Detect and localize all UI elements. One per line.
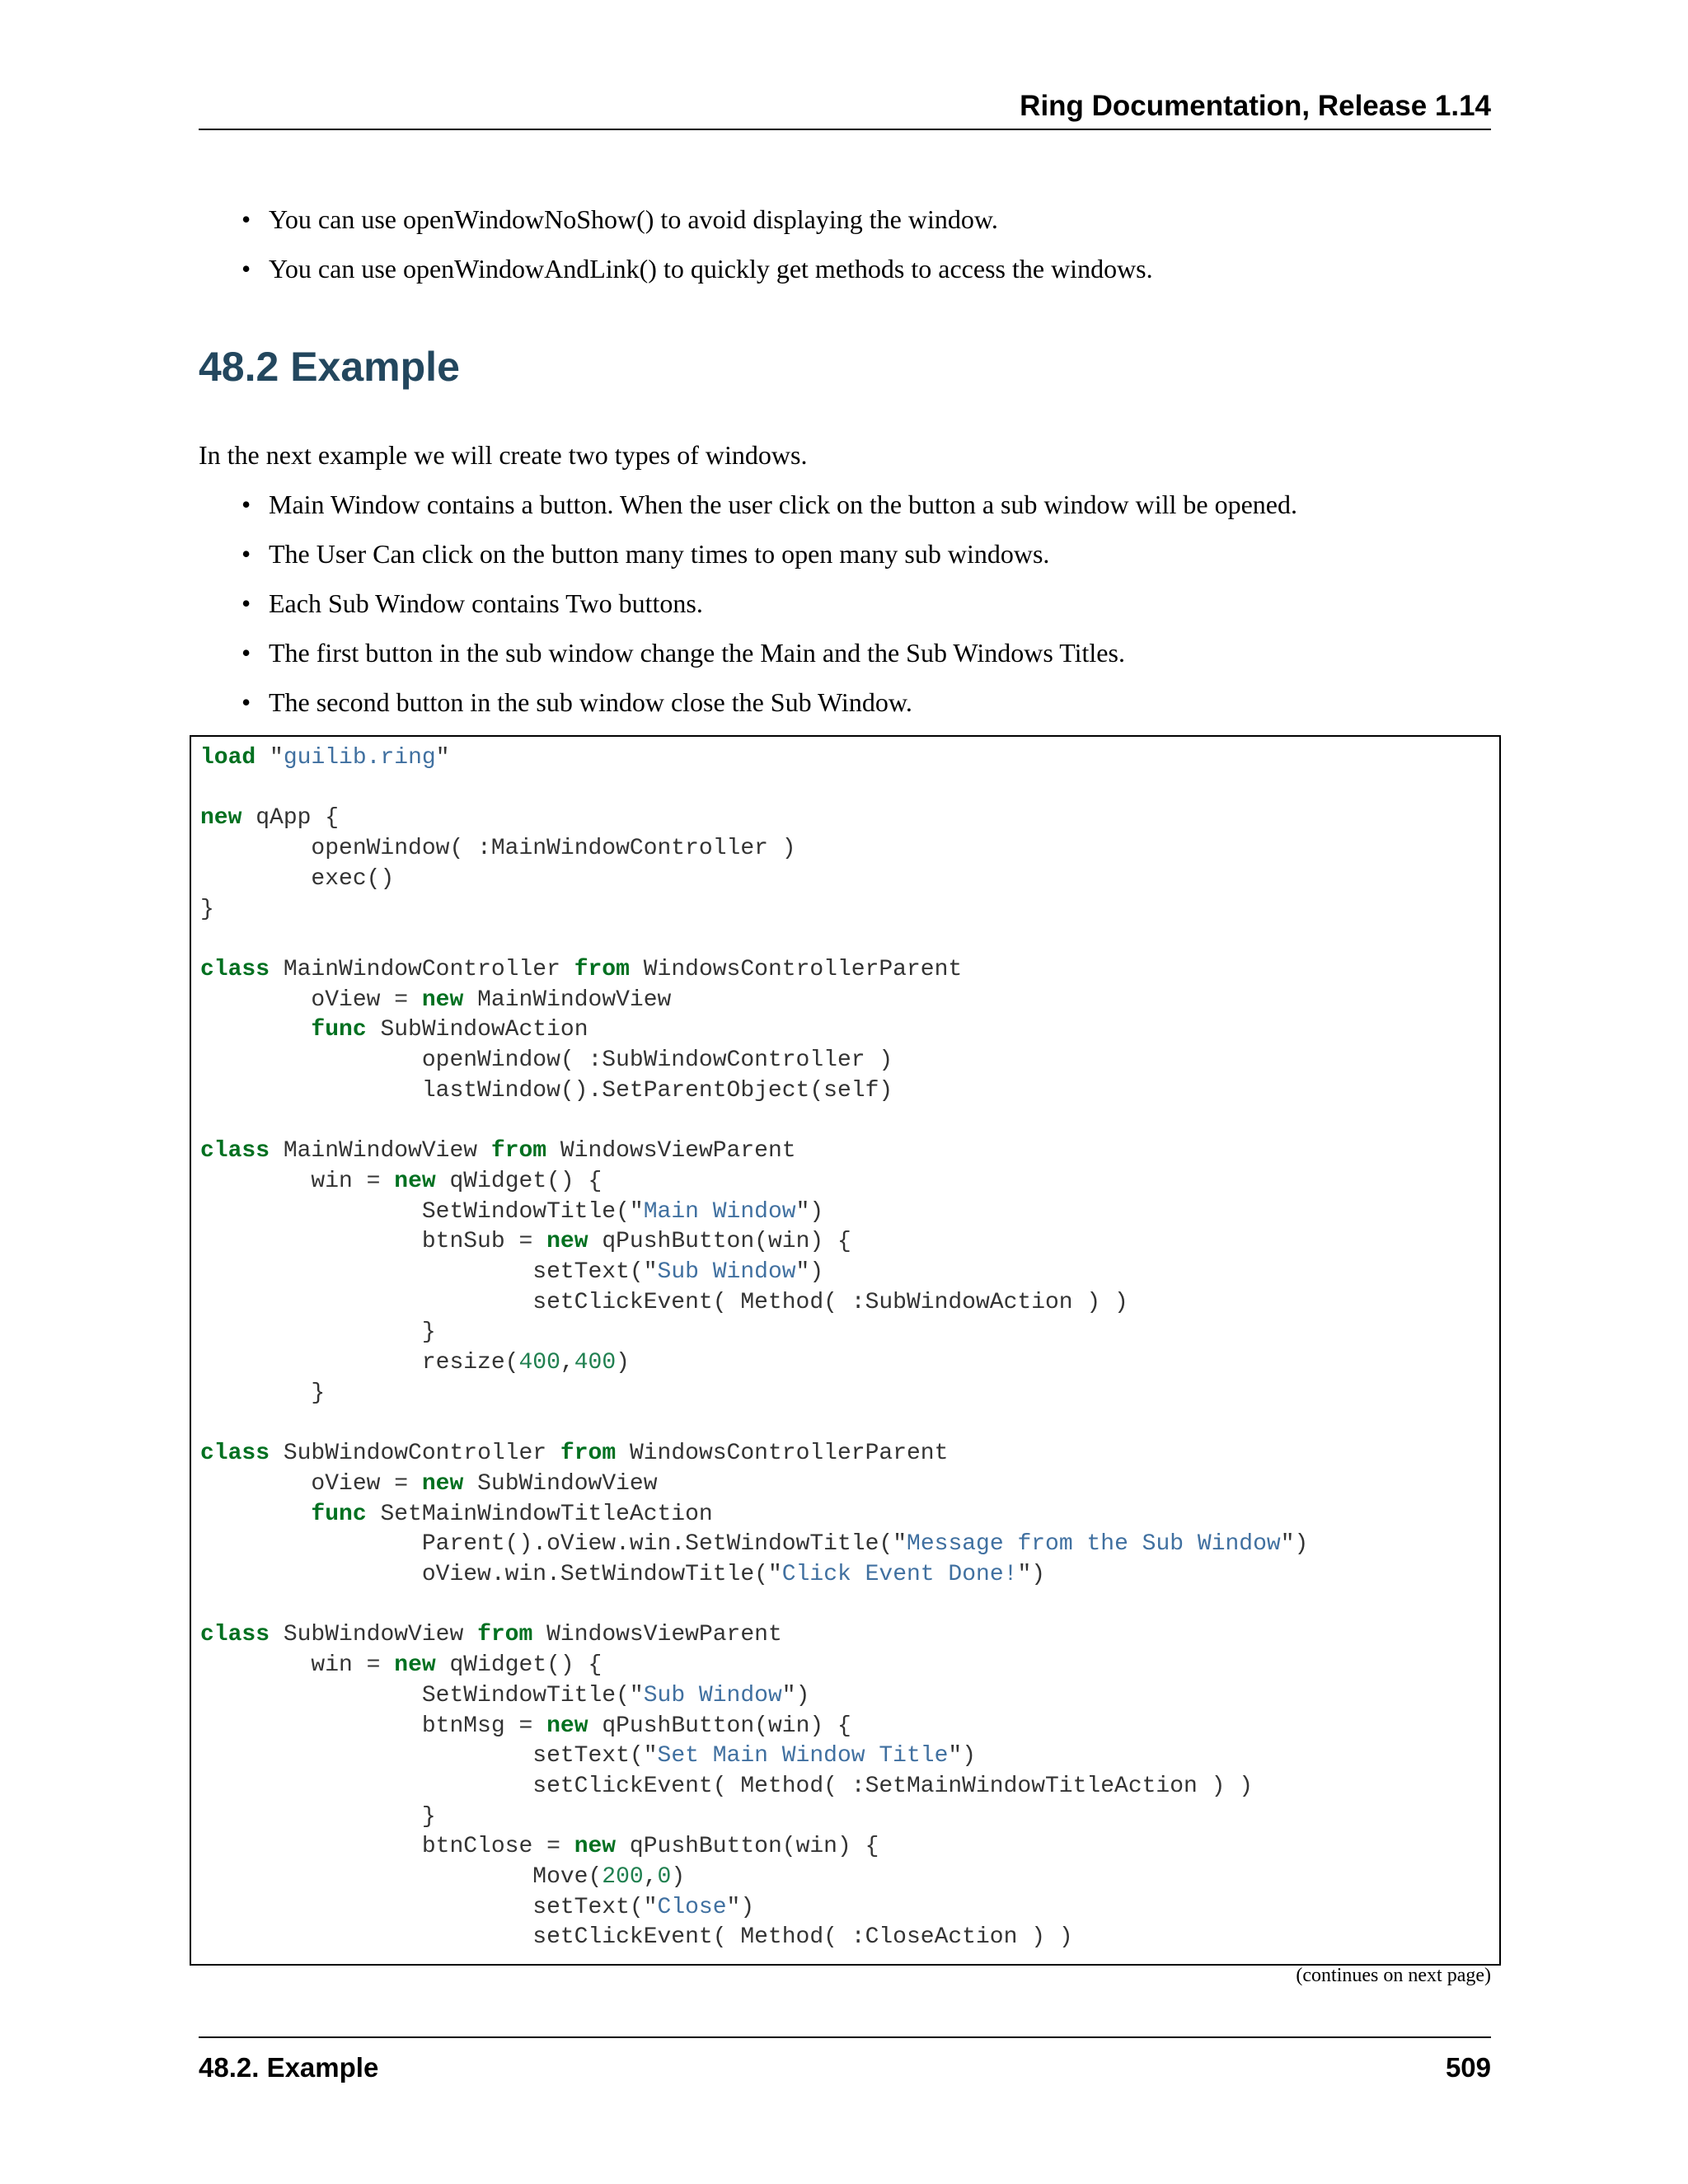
code-line [200, 1408, 1499, 1439]
code-line [200, 1106, 1499, 1137]
code-line: win = new qWidget() { [311, 1652, 603, 1679]
document-title: Ring Documentation, Release 1.14 [1020, 90, 1491, 122]
section-heading: 48.2 Example [199, 344, 460, 390]
code-line: } [200, 1803, 436, 1830]
code-line: func SetMainWindowTitleAction [311, 1501, 713, 1527]
code-line: oView = new MainWindowView [311, 987, 672, 1013]
code-line: resize(400,400) [421, 1350, 630, 1376]
code-line: setClickEvent( Method( :SubWindowAction ) ) [532, 1289, 1128, 1315]
list-item: • Each Sub Window contains Two buttons. [199, 579, 1501, 628]
code-line: Move(200,0) [532, 1864, 686, 1891]
list-item: • The second button in the sub window close the Sub Window. [199, 677, 1501, 727]
code-listing [191, 737, 1499, 1953]
code-line: } [200, 1380, 326, 1406]
list-item: • The first button in the sub window change the Main and the Sub Windows Titles. [199, 628, 1501, 677]
code-line: oView.win.SetWindowTitle("Click Event Done!") [421, 1561, 1046, 1587]
code-line: lastWindow().SetParentObject(self) [421, 1077, 893, 1104]
code-line: new qApp { [200, 805, 340, 832]
code-line: Parent().oView.win.SetWindowTitle("Message from the Sub Window") [421, 1531, 1309, 1558]
bullet-list-example-details [199, 480, 1501, 727]
continues-note: (continues on next page) [1296, 1965, 1491, 1986]
list-item: • You can use openWindowNoShow() to avoid displaying the window. [199, 194, 1501, 244]
code-line: btnClose = new qPushButton(win) { [421, 1834, 879, 1860]
code-line [200, 774, 1499, 804]
code-line: func SubWindowAction [311, 1017, 588, 1043]
list-item: • Main Window contains a button. When the user click on the button a sub window will be opened. [199, 480, 1501, 529]
code-line: oView = new SubWindowView [311, 1470, 658, 1497]
page-header [199, 89, 1491, 130]
intro-paragraph: In the next example we will create two types of windows. [199, 440, 808, 470]
code-block [190, 735, 1501, 1966]
code-line: openWindow( :SubWindowController ) [421, 1047, 893, 1074]
code-line: openWindow( :MainWindowController ) [311, 836, 796, 862]
code-line: setClickEvent( Method( :SetMainWindowTitleAction ) ) [532, 1773, 1254, 1799]
bullet-list-window-tips [199, 194, 1501, 293]
code-line: class MainWindowView from WindowsViewParent [200, 1138, 796, 1165]
list-item: • The User Can click on the button many times to open many sub windows. [199, 529, 1501, 579]
code-line: btnSub = new qPushButton(win) { [421, 1229, 851, 1255]
code-line: setText("Set Main Window Title") [532, 1743, 976, 1769]
code-line [200, 1591, 1499, 1621]
code-line: SetWindowTitle("Main Window") [421, 1198, 824, 1225]
code-line: } [200, 896, 214, 922]
code-line: class SubWindowView from WindowsViewParent [200, 1622, 782, 1648]
code-line: setClickEvent( Method( :CloseAction ) ) [532, 1924, 1073, 1951]
code-line: class MainWindowController from WindowsControllerParent [200, 956, 963, 982]
code-line: btnMsg = new qPushButton(win) { [421, 1713, 851, 1739]
code-line: SetWindowTitle("Sub Window") [421, 1682, 810, 1708]
footer-section-title: 48.2. Example [199, 2052, 379, 2083]
page-footer [199, 2036, 1491, 2088]
code-line: class SubWindowController from WindowsControllerParent [200, 1441, 949, 1467]
code-line: load "guilib.ring" [200, 745, 450, 771]
code-line: setText("Close") [532, 1894, 755, 1920]
code-line: } [200, 1319, 436, 1346]
page-number: 509 [1445, 2052, 1491, 2083]
code-line: setText("Sub Window") [532, 1258, 824, 1285]
list-item: • You can use openWindowAndLink() to quickly get methods to access the windows. [199, 244, 1501, 293]
code-line: exec() [311, 865, 395, 892]
code-line [200, 925, 1499, 955]
code-line: win = new qWidget() { [311, 1168, 603, 1194]
